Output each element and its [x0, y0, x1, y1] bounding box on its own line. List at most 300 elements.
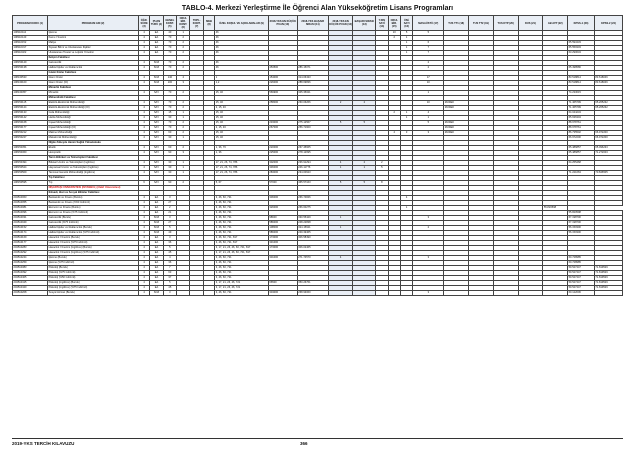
table-cell: 286.15071 — [297, 66, 328, 71]
table-cell: 4 — [138, 266, 149, 271]
table-cell: 3, 17, 21, 26, 46, 721 — [215, 281, 269, 286]
table-cell: 108150351 — [13, 146, 48, 151]
table-cell: 3, 46, 60, 721 — [215, 256, 269, 261]
table-cell: 59.527447 — [568, 266, 595, 271]
table-cell: 204510081 — [13, 206, 48, 211]
table-cell: 4 — [138, 261, 149, 266]
table-cell: 2, 15, 46 — [215, 106, 269, 111]
table-cell: 3 — [413, 256, 444, 261]
table-cell: EA — [150, 251, 163, 256]
table-cell: 55.820598 — [543, 206, 568, 211]
table-cell: 140 — [163, 76, 176, 81]
table-cell — [543, 291, 568, 296]
table-cell: Mimarlık — [48, 91, 139, 96]
table-cell — [594, 201, 622, 206]
table-cell: 15, 46 — [215, 121, 269, 126]
table-cell: 37 — [163, 276, 176, 281]
table-cell: 248.22838 — [297, 221, 328, 226]
table-cell: MÜDEK — [444, 131, 469, 136]
table-cell: 3, 46, 60, 721 — [215, 201, 269, 206]
table-cell: 30 — [163, 171, 176, 176]
table-cell: 108110317 — [13, 46, 48, 51]
table-cell: 70 — [163, 126, 176, 131]
table-cell: 3, 46, 60, 721 — [215, 231, 269, 236]
table-cell: 3, 46, 60, 721 — [215, 261, 269, 266]
table-cell: 108150115 — [13, 101, 48, 106]
table-cell: Tarım Bilimleri ve Teknolojileri Fakültesi — [48, 156, 139, 161]
column-header: PUAN TÜRÜ (4) — [150, 16, 163, 31]
table-cell: 4 — [138, 91, 149, 96]
table-cell: 6 — [138, 181, 149, 186]
table-cell: 302000 — [268, 161, 297, 166]
table-cell: 2 — [177, 126, 190, 131]
table-cell: 45 — [163, 286, 176, 291]
table-cell: 4 — [138, 226, 149, 231]
table-cell: 5 — [376, 166, 388, 171]
table-cell: 108110112 — [13, 31, 48, 36]
table-cell: 108150168 — [13, 121, 48, 126]
table-cell: 5 — [163, 226, 176, 231]
table-cell: 108150138 — [13, 66, 48, 71]
table-cell: 1 — [177, 31, 190, 36]
column-header: TUS KTP (20) — [493, 16, 518, 31]
table-cell: 4 — [138, 216, 149, 221]
table-cell: 66.972200 — [594, 136, 622, 141]
table-cell: 4 — [328, 256, 353, 261]
table-cell: 59.527447 — [568, 286, 595, 291]
table-cell: 70 — [163, 46, 176, 51]
table-cell: Havacılık Yönetimi (%75 İndirimli) — [48, 241, 139, 246]
table-cell: 5 — [353, 121, 376, 126]
table-cell: 108150129 — [13, 61, 48, 66]
table-cell: 2 — [177, 101, 190, 106]
column-header: 2018-YKS EN KÜÇÜK PUAN (10) — [268, 16, 297, 31]
table-cell: 4 — [138, 256, 149, 261]
table-cell: 2 — [177, 36, 190, 41]
table-cell: 1 — [413, 91, 444, 96]
table-cell: SAY — [150, 151, 163, 156]
table-cell: Ekonomi ve Finans (%75 İndirimli) — [48, 211, 139, 216]
table-cell: 15 — [163, 111, 176, 116]
column-header: DUS (21) — [518, 16, 543, 31]
footer-guide-name: 2019-YKS TERCİH KILAVUZU — [12, 441, 75, 446]
table-cell: 46 — [215, 51, 269, 56]
table-cell: 70 — [163, 36, 176, 41]
table-cell: 173000 — [268, 236, 297, 241]
table-cell: 2 — [177, 51, 190, 56]
table-cell: 4 — [138, 46, 149, 51]
table-cell: Maliye — [48, 41, 139, 46]
table-cell: 65.486857 — [568, 146, 595, 151]
table-row — [13, 291, 623, 296]
table-cell: 70.846505 — [594, 171, 622, 176]
table-cell: 3 — [177, 81, 190, 86]
table-cell: Ebelik — [48, 146, 139, 151]
table-cell: 2 — [353, 101, 376, 106]
table-cell: 15, 46 — [215, 136, 269, 141]
table-cell: Makine Mühendisliği — [48, 131, 139, 136]
table-cell: 15, 46 — [215, 91, 269, 96]
column-header: ÜNİ. SAYI (16) — [400, 16, 412, 31]
table-cell: 15, 46 — [215, 111, 269, 116]
table-cell: SAY — [150, 111, 163, 116]
table-cell: 57000 — [268, 181, 297, 186]
table-cell: 70 — [163, 61, 176, 66]
table-cell: 465.57163 — [297, 181, 328, 186]
table-cell: 30 — [163, 136, 176, 141]
table-cell: 66.972200 — [568, 136, 595, 141]
table-cell: 3 — [177, 151, 190, 156]
table-cell: 204510049 — [13, 221, 48, 226]
table-cell: 3 — [163, 216, 176, 221]
table-cell: 8 — [376, 181, 388, 186]
table-cell: 204510244 — [13, 256, 48, 261]
table-cell: 30 — [163, 166, 176, 171]
table-cell: 56.150300 — [568, 226, 595, 231]
table-cell: 4 — [388, 131, 400, 136]
table-cell: 2 — [177, 146, 190, 151]
table-cell: 60 — [163, 146, 176, 151]
table-cell: 331000 — [268, 241, 297, 246]
table-cell: 1 — [413, 116, 444, 121]
table-cell: 90 — [163, 181, 176, 186]
table-cell: 225000 — [268, 151, 297, 156]
table-cell: 46 — [215, 41, 269, 46]
table-cell: 288.69836 — [297, 81, 328, 86]
table-cell: 108150509 — [13, 171, 48, 176]
table-cell: 4 — [138, 136, 149, 141]
table-cell: 4 — [138, 116, 149, 121]
table-cell: 65.265232 — [594, 106, 622, 111]
table-cell: 3, 46, 60, 721 — [215, 206, 269, 211]
table-cell: 21 — [163, 211, 176, 216]
table-cell: 1, 36, 76 — [215, 146, 269, 151]
table-cell: 5 — [413, 31, 444, 36]
table-cell: 2 — [177, 106, 190, 111]
table-cell: EA — [150, 46, 163, 51]
table-cell: 173000 — [268, 246, 297, 251]
table-cell: EA — [150, 196, 163, 201]
table-cell: 1 — [177, 111, 190, 116]
table-cell: Havacılık Yönetimi (İngilizce) (Burslu) — [48, 246, 139, 251]
table-cell: 27 — [163, 221, 176, 226]
table-cell: 4 — [177, 76, 190, 81]
table-cell: 63.290634 — [568, 51, 595, 56]
table-cell: 3 — [413, 291, 444, 296]
table-cell: 4 — [138, 206, 149, 211]
table-cell: 71.272003 — [594, 151, 622, 156]
table-cell: 5 — [163, 281, 176, 286]
table-cell: 2, 15, 46 — [215, 126, 269, 131]
table-cell: 46 — [215, 46, 269, 51]
table-cell: SÖZ — [150, 66, 163, 71]
column-header: MEB (8) — [203, 16, 214, 31]
table-cell — [444, 291, 469, 296]
table-cell: EA — [150, 256, 163, 261]
table-cell: 108150124 — [13, 106, 48, 111]
table-cell: 3, 46, 60, 721, 817 — [215, 236, 269, 241]
table-cell: 71.465799 — [568, 106, 595, 111]
table-cell: 1 — [215, 76, 269, 81]
table-cell: EA — [150, 281, 163, 286]
table-cell: MÜDEK — [444, 106, 469, 111]
table-cell: 7 — [413, 51, 444, 56]
table-cell: 246.11776 — [297, 166, 328, 171]
table-cell: 5 — [400, 31, 412, 36]
table-cell: 204510063 — [13, 196, 48, 201]
table-cell: MÜDEK — [444, 126, 469, 131]
table-cell: 4 — [138, 66, 149, 71]
table-cell: 1 — [400, 206, 412, 211]
table-cell: 204510152 — [13, 226, 48, 231]
table-cell: Psikoloji (%75 İndirimli) — [48, 271, 139, 276]
table-cell: Uluslararası Ticaret ve Lojistik Yönetimi — [48, 51, 139, 56]
table-cell: 65.096233 — [594, 146, 622, 151]
table-cell: 1 — [400, 51, 412, 56]
table-cell: 4 — [138, 291, 149, 296]
table-cell: 4 — [138, 171, 149, 176]
table-cell: 204510174 — [13, 231, 48, 236]
table-cell: 306.58490 — [297, 236, 328, 241]
column-header: 2018-YKS BAŞARI SIRASI (11) — [297, 16, 328, 31]
table-cell: 4 — [138, 121, 149, 126]
column-header: OKUL BİR. KONT. (6) — [177, 16, 190, 31]
table-cell: 60.728985 — [568, 256, 595, 261]
table-cell: İslami İlimler — [48, 76, 139, 81]
table-cell: 4 — [138, 236, 149, 241]
table-cell: Ekonomi ve Finans (Burslu) — [48, 206, 139, 211]
table-cell: 1 — [328, 166, 353, 171]
table-cell: SÖZ — [150, 81, 163, 86]
table-cell: 1 — [400, 116, 412, 121]
table-cell: 204510405 — [13, 276, 48, 281]
table-cell: 59.527447 — [568, 281, 595, 286]
table-cell: 108130533 — [13, 76, 48, 81]
table-cell: 3, 46, 60, 721 — [215, 221, 269, 226]
table-cell: Elektrik-Elektronik Mühendisliği (İÖ) — [48, 106, 139, 111]
table-cell: 64.255468 — [568, 161, 595, 166]
table-cell: 3 — [413, 131, 444, 136]
table-cell: Kamu Yönetimi — [48, 36, 139, 41]
footer-divider — [12, 438, 623, 439]
table-cell: 71.465799 — [568, 101, 595, 106]
table-cell: İnşaat Mühendisliği (İÖ) — [48, 126, 139, 131]
table-cell: 10 — [413, 81, 444, 86]
table-cell: 108110152 — [13, 41, 48, 46]
table-cell: 204510420 — [13, 286, 48, 291]
table-cell: 7 — [163, 266, 176, 271]
table-cell: 204510169 — [13, 236, 48, 241]
table-cell: 108150494 — [13, 161, 48, 166]
table-cell — [594, 291, 622, 296]
table-cell: 4 — [138, 251, 149, 256]
table-cell: 46 — [215, 61, 269, 66]
table-cell: Halkla İlişkiler ve Reklamcılık (Burslu) — [48, 226, 139, 231]
table-cell: EA — [150, 31, 163, 36]
table-cell: 306000 — [268, 196, 297, 201]
table-cell: İnşaat Mühendisliği — [48, 121, 139, 126]
table-cell: 70 — [163, 66, 176, 71]
table-cell: 4 — [138, 166, 149, 171]
table-cell: 4 — [138, 281, 149, 286]
table-cell: 2 — [177, 46, 190, 51]
table-cell: 108150360 — [13, 151, 48, 156]
table-cell: EA — [150, 36, 163, 41]
table-cell: 15, 46 — [215, 116, 269, 121]
table-cell: EA — [150, 236, 163, 241]
table-cell: 71.819529 — [594, 266, 622, 271]
table-cell: 65.593433 — [568, 41, 595, 46]
table-cell: 258000 — [268, 101, 297, 106]
column-header: ÖZEL KOŞUL VE AÇIKLAMALAR (9) — [215, 16, 269, 31]
table-cell: 204510383 — [13, 266, 48, 271]
table-cell: 3, 46, 60, 721 — [215, 276, 269, 281]
table-cell: SAY — [150, 101, 163, 106]
table-cell: 108150595 — [13, 181, 48, 186]
table-cell: 30 — [163, 116, 176, 121]
table-cell: 60.122006 — [568, 291, 595, 296]
table-cell: 260.06266 — [297, 101, 328, 106]
programs-table — [12, 15, 623, 296]
table-cell: 314.06433 — [297, 76, 328, 81]
table-cell: 27 — [163, 201, 176, 206]
table-cell: 2 — [328, 101, 353, 106]
table-cell: 46 — [215, 66, 269, 71]
table-cell: 36 — [163, 241, 176, 246]
table-cell: 204510283 — [13, 246, 48, 251]
table-cell: 324.15621 — [297, 226, 328, 231]
table-cell: 83.518814 — [568, 76, 595, 81]
table-cell: 1,2 — [215, 81, 269, 86]
table-cell: 2 — [177, 91, 190, 96]
table-cell: 2 — [353, 161, 376, 166]
table-cell: Tarımsal Genetik Mühendisliği (İngilizce) — [48, 171, 139, 176]
table-cell: 90 — [163, 151, 176, 156]
table-cell: SAY — [150, 166, 163, 171]
table-cell: 108150524 — [13, 166, 48, 171]
table-cell: Elektrik-Elektronik Mühendisliği — [48, 101, 139, 106]
table-cell: 3, 46, 60, 721 — [215, 271, 269, 276]
table-cell: 88.978761 — [568, 126, 595, 131]
table-cell: 4 — [138, 211, 149, 216]
table-cell: 17 — [413, 76, 444, 81]
table-cell: 4 — [138, 51, 149, 56]
table-cell: 10 — [388, 31, 400, 36]
table-cell: 17, 21, 26, 74, 786 — [215, 166, 269, 171]
table-cell: EA — [150, 286, 163, 291]
table-cell: İktisadi, İdari ve Sosyal Bilimler Fakültesi — [48, 191, 139, 196]
table-cell: 1 — [328, 216, 353, 221]
table-cell: 4 — [328, 161, 353, 166]
table-cell: 2 — [177, 131, 190, 136]
table-cell: Harita Mühendisliği — [48, 116, 139, 121]
table-cell: 4 — [138, 81, 149, 86]
table-cell: 1 — [177, 161, 190, 166]
table-cell: 65.559303 — [568, 46, 595, 51]
table-cell: 4 — [138, 151, 149, 156]
table-cell: 108110143 — [13, 36, 48, 41]
table-cell: İşletme — [48, 31, 139, 36]
table-cell: 70 — [163, 91, 176, 96]
table-cell: 65.265232 — [594, 101, 622, 106]
column-header: ÖĞR. SÜRE (3) — [138, 16, 149, 31]
table-cell — [203, 291, 214, 296]
table-cell: EA — [150, 211, 163, 216]
table-cell — [190, 291, 203, 296]
table-cell: SÖZ — [150, 226, 163, 231]
table-cell: 4 — [138, 271, 149, 276]
table-cell: 1 — [177, 166, 190, 171]
table-cell: SAY — [150, 126, 163, 131]
table-cell: EA — [150, 51, 163, 56]
table-cell: 59.527447 — [568, 271, 595, 276]
table-cell: 60 — [163, 131, 176, 136]
table-cell: 70 — [163, 121, 176, 126]
table-cell — [388, 291, 400, 296]
table-cell: 108110322 — [13, 51, 48, 56]
column-header: OKUL BİR. (15) — [388, 16, 400, 31]
table-cell: 204510259 — [13, 261, 48, 266]
table-cell: 108150177 — [13, 126, 48, 131]
table-cell: NİŞANTAŞI ÜNİVERSİTESİ (İSTANBUL) (Vakıf Üniversitesi) — [48, 186, 139, 191]
table-cell: 3, 46, 60, 721 — [215, 291, 269, 296]
table-cell: SÖZ — [150, 291, 163, 296]
table-cell: EA — [150, 271, 163, 276]
table-cell: SAY — [150, 106, 163, 111]
column-header: AB AYP (22) — [543, 16, 568, 31]
table-cell: SAY — [150, 121, 163, 126]
table-cell: 4 — [138, 196, 149, 201]
table-cell: 6 — [413, 41, 444, 46]
table-cell: SÖZ — [150, 61, 163, 66]
table-cell: 100 — [163, 81, 176, 86]
table-cell: 70 — [163, 51, 176, 56]
table-cell: 1 — [328, 226, 353, 231]
table-cell: 204510055 — [13, 201, 48, 206]
table-cell: 40 — [163, 31, 176, 36]
table-cell — [177, 291, 190, 296]
table-cell: 3 — [163, 236, 176, 241]
column-header: Y.DIŞ SAYI (14) — [376, 16, 388, 31]
table-cell: EA — [150, 201, 163, 206]
table-cell: 4 — [138, 111, 149, 116]
table-cell: 59.527447 — [568, 276, 595, 281]
table-cell: 60.728985 — [568, 261, 595, 266]
table-cell: 2 — [177, 41, 190, 46]
table-cell: Mimarlık Fakültesi — [48, 86, 139, 91]
table-cell: 278.12695 — [297, 151, 328, 156]
column-header: PROGRAM ADI (2) — [48, 16, 139, 31]
table-cell: 330.55429 — [297, 216, 328, 221]
table-cell: 204510031 — [13, 216, 48, 221]
table-cell: 83.618046 — [594, 81, 622, 86]
page-title: TABLO-4. Merkezi Yerleştirme İle Öğrenci Alan Yükseköğretim Lisans Programları — [181, 5, 454, 12]
table-cell: SAY — [150, 91, 163, 96]
table-cell: 7 — [413, 46, 444, 51]
table-cell: SAY — [150, 116, 163, 121]
table-cell: 3 — [163, 291, 176, 296]
table-cell: SAY — [150, 161, 163, 166]
table-cell: 71.819529 — [594, 281, 622, 286]
table-cell: 70 — [163, 101, 176, 106]
table-cell: 65.636304 — [568, 116, 595, 121]
table-cell: 1 — [177, 171, 190, 176]
table-cell: 67.198700 — [568, 221, 595, 226]
table-cell: 326000 — [268, 206, 297, 211]
table-cell: 586000 — [268, 221, 297, 226]
table-cell: 108150212 — [13, 131, 48, 136]
table-cell: 3, 46, 60, 721 — [215, 266, 269, 271]
